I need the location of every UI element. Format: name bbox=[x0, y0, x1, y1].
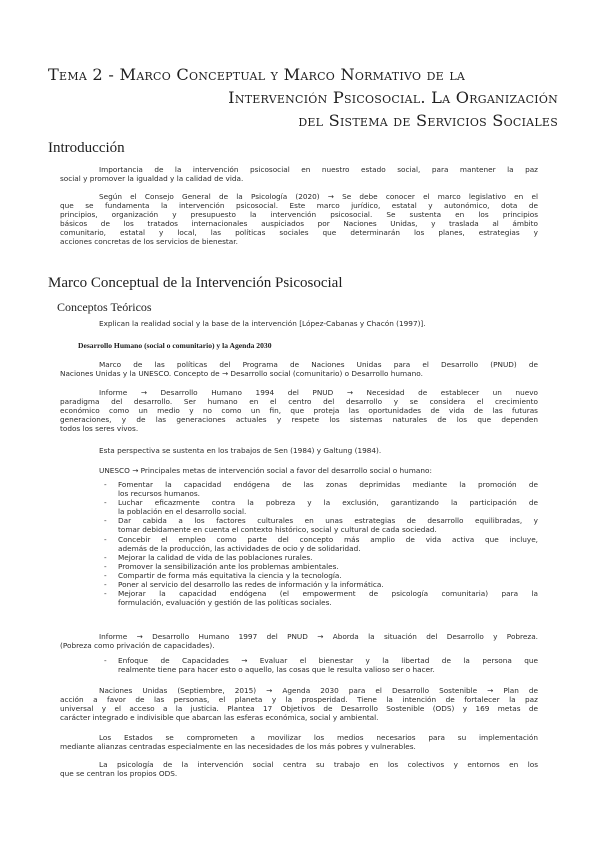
paragraph-line: económico como un medio y no como un fin, que proteja las oportunidades de vida de las futuras bbox=[60, 406, 538, 416]
paragraph-line: Importancia de la intervención psicosocial en nuestro estado social, para mantener la paz bbox=[99, 165, 538, 174]
paragraph-line: (Pobreza como privación de capacidades). bbox=[60, 641, 215, 651]
title-line-3: del Sistema de Servicios Sociales bbox=[298, 111, 558, 130]
paragraph-line: Los Estados se comprometen a movilizar los medios necesarios para su implementación bbox=[99, 733, 538, 742]
list-item-line: la población en el desarrollo social. bbox=[118, 507, 247, 517]
paragraph bbox=[60, 192, 538, 247]
list-item-line: Luchar eficazmente contra la pobreza y la exclusión, garantizando la participación de bbox=[118, 498, 538, 508]
paragraph-line: todos los seres vivos. bbox=[60, 424, 139, 434]
list-item-line: realmente tiene para hacer esto o aquello, las cosas que le resulta valioso ser o hacer. bbox=[118, 665, 435, 675]
list-item: - Compartir de forma más equitativa la ciencia y la tecnología. bbox=[104, 571, 538, 580]
list-item: - Mejorar la capacidad endógena (el empowerment de psicología comunitaria) para la formulación, evaluación y gestión de las políticas sociales. bbox=[104, 589, 538, 608]
paragraph-line: acciones concretas de los servicios de bienestar. bbox=[60, 237, 238, 247]
list-item-line: además de la producción, las actividades de ocio y de solidaridad. bbox=[118, 543, 361, 553]
heading-conceptos-teoricos: Conceptos Teóricos bbox=[57, 300, 152, 314]
title-line-2: Intervención Psicosocial. La Organización bbox=[228, 88, 558, 107]
list-item: - Poner al servicio del desarrollo las redes de información y la informática. bbox=[104, 580, 538, 589]
paragraph-line: que se centran los propios ODS. bbox=[60, 769, 178, 779]
paragraph-line: Marco de las políticas del Programa de Naciones Unidas para el Desarrollo (PNUD) de bbox=[99, 360, 538, 369]
capacidades-list bbox=[104, 656, 538, 674]
paragraph bbox=[60, 388, 538, 433]
list-item: - Promover la sensibilización ante los problemas ambientales. bbox=[104, 562, 538, 571]
paragraph-line: paradigma del desarrollo. Ser humano en el centro del desarrollo y se considera el crecimiento bbox=[60, 397, 538, 407]
list-item-line: Dar cabida a los factores culturales en unas estrategias de desarrollo equilibradas, y bbox=[118, 516, 538, 526]
paragraph-line: acción a favor de las personas, el planeta y la prosperidad. Tiene la intención de fortalecer la paz bbox=[60, 695, 538, 705]
list-item-line: formulación, evaluación y gestión de las políticas sociales. bbox=[118, 598, 332, 608]
paragraph-line: Explican la realidad social y la base de la intervención [López-Cabanas y Chacón (1997)]. bbox=[99, 319, 426, 328]
list-item-line: tomar debidamente en cuenta el contexto histórico, social y cultural de cada sociedad. bbox=[118, 525, 437, 535]
list-item-line: Mejorar la capacidad endógena (el empowerment de psicología comunitaria) para la bbox=[118, 589, 538, 599]
list-item-line: Compartir de forma más equitativa la ciencia y la tecnología. bbox=[118, 570, 342, 580]
paragraph bbox=[60, 733, 538, 751]
list-item: - Concebir el empleo como parte del concepto más amplio de vida activa que incluye, además de la producción, las actividades de ocio y de solidaridad. bbox=[104, 534, 538, 553]
list-item: - Luchar eficazmente contra la pobreza y la exclusión, garantizando la participación de la población en el desarrollo social. bbox=[104, 498, 538, 517]
paragraph bbox=[60, 360, 538, 378]
unesco-goals-list bbox=[104, 480, 538, 607]
list-item-line: los recursos humanos. bbox=[118, 489, 201, 499]
paragraph-line: social y promover la igualdad y la calidad de vida. bbox=[60, 174, 244, 184]
paragraph-line: carácter integrado e indivisible que abarcan las esferas económica, social y ambiental. bbox=[60, 713, 379, 723]
paragraph-line: Informe → Desarrollo Humano 1997 del PNUD → Aborda la situación del Desarrollo y Pobreza. bbox=[99, 632, 538, 641]
list-item-line: Mejorar la calidad de vida de las poblaciones rurales. bbox=[118, 552, 313, 562]
paragraph-line: UNESCO → Principales metas de intervención social a favor del desarrollo social o humano: bbox=[99, 466, 432, 475]
paragraph bbox=[60, 466, 538, 475]
paragraph-line: Informe → Desarrollo Humano 1994 del PNUD → Necesidad de establecer un nuevo bbox=[99, 388, 538, 397]
paragraph bbox=[60, 632, 538, 650]
list-item: - Dar cabida a los factores culturales en unas estrategias de desarrollo equilibradas, y tomar debidamente en cuenta el contexto histórico, social y cultural de cada sociedad. bbox=[104, 516, 538, 535]
paragraph-line: Naciones Unidas (Septiembre, 2015) → Agenda 2030 para el Desarrollo Sostenible → Plan de bbox=[99, 686, 538, 695]
paragraph-line: generaciones, y de las generaciones actuales y respete los sistemas naturales de los que dependen bbox=[60, 415, 538, 425]
paragraph-line: La psicología de la intervención social centra su trabajo en los colectivos y entornos en los bbox=[99, 760, 538, 769]
list-item-line: Poner al servicio del desarrollo las redes de información y la informática. bbox=[118, 580, 384, 590]
paragraph bbox=[60, 446, 538, 455]
list-item-line: Fomentar la capacidad endógena de las zonas deprimidas mediante la promoción de bbox=[118, 480, 538, 489]
list-item: - Enfoque de Capacidades → Evaluar el bienestar y la libertad de la persona que realmente tiene para hacer esto o aquello, las cosas que le resulta valioso ser o hacer. bbox=[104, 656, 538, 675]
heading-desarrollo-humano: Desarrollo Humano (social o comunitario) y la Agenda 2030 bbox=[78, 341, 272, 350]
list-item-line: Concebir el empleo como parte del concepto más amplio de vida activa que incluye, bbox=[118, 534, 538, 544]
paragraph-line: universal y el acceso a la justicia. Plantea 17 Objetivos de Desarrollo Sostenible (ODS) y 169 metas de bbox=[60, 704, 538, 714]
document-title bbox=[48, 63, 558, 132]
heading-introduccion: Introducción bbox=[48, 140, 125, 156]
paragraph-line: básicos de los tratados internacionales auspiciados por Naciones Unidas, y traslada al ámbito bbox=[60, 219, 538, 229]
title-line-1: Tema 2 - Marco Conceptual y Marco Normativo de la bbox=[48, 65, 466, 84]
paragraph-line: Naciones Unidas y la UNESCO. Concepto de → Desarrollo social (comunitario) o Desarrollo humano. bbox=[60, 369, 423, 379]
paragraph bbox=[60, 165, 538, 183]
list-item: - Mejorar la calidad de vida de las poblaciones rurales. bbox=[104, 553, 538, 562]
paragraph-line: principios, organización y presupuesto la intervención psicosocial. Se sustenta en los principios bbox=[60, 210, 538, 220]
paragraph-line: que se fundamenta la intervención psicosocial. Este marco jurídico, estatal y autonómico, dota de bbox=[60, 201, 538, 211]
paragraph-line: Esta perspectiva se sustenta en los trabajos de Sen (1984) y Galtung (1984). bbox=[99, 446, 382, 455]
heading-marco-conceptual: Marco Conceptual de la Intervención Psicosocial bbox=[48, 275, 343, 291]
paragraph bbox=[60, 760, 538, 778]
list-item-line: Enfoque de Capacidades → Evaluar el bienestar y la libertad de la persona que bbox=[118, 656, 538, 665]
paragraph-line: mediante alianzas centradas especialmente en las necesidades de los más pobres y vulnerables. bbox=[60, 742, 416, 752]
paragraph-line: comunitario, estatal y local, las políticas sociales que determinarán los planes, estrategias y bbox=[60, 228, 538, 238]
paragraph-line: Según el Consejo General de la Psicología (2020) → Se debe conocer el marco legislativo en el bbox=[99, 192, 538, 201]
paragraph bbox=[60, 319, 538, 328]
paragraph bbox=[60, 686, 538, 722]
list-item-line: Promover la sensibilización ante los problemas ambientales. bbox=[118, 561, 339, 571]
list-item: - Fomentar la capacidad endógena de las zonas deprimidas mediante la promoción de los recursos humanos. bbox=[104, 480, 538, 499]
